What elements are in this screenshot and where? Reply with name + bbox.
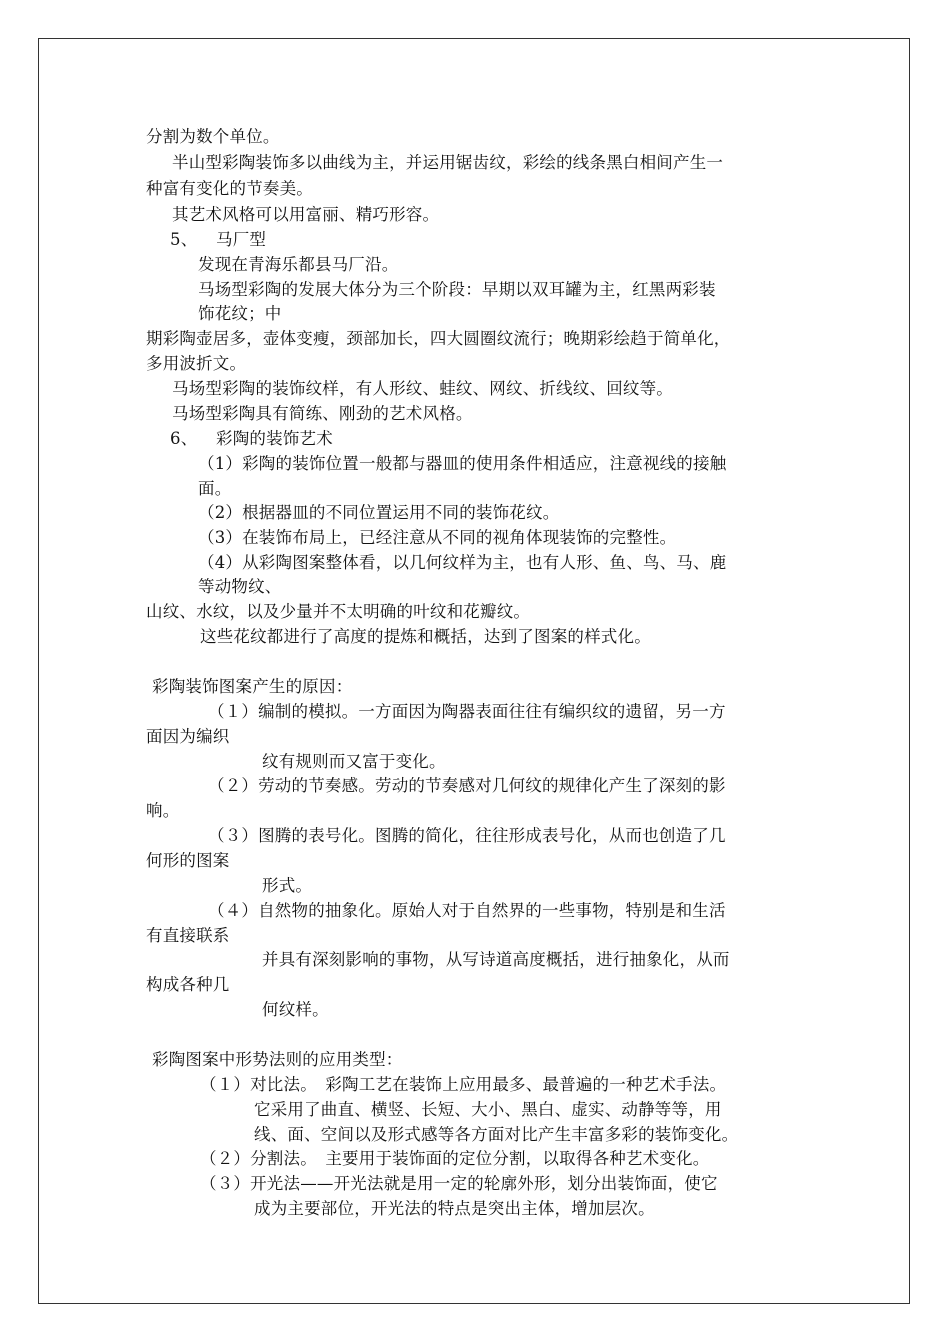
text-line: （1）彩陶的装饰位置一般都与器皿的使用条件相适应，注意视线的接触 [198, 454, 727, 473]
text-line: （3）在装饰布局上，已经注意从不同的视角体现装饰的完整性。 [198, 528, 677, 547]
text-line: 期彩陶壶居多，壶体变瘦，颈部加长，四大圆圈纹流行；晚期彩绘趋于简单化， [146, 329, 731, 348]
text-line: 这些花纹都进行了高度的提炼和概括，达到了图案的样式化。 [200, 627, 651, 646]
section-heading: 马厂型 [216, 230, 267, 249]
text-line: 何形的图案 [146, 851, 230, 870]
text-line: 马场型彩陶的发展大体分为三个阶段：早期以双耳罐为主，红黑两彩装 [198, 280, 716, 299]
text-line: 等动物纹、 [198, 577, 282, 596]
text-line: 多用波折文。 [146, 354, 247, 373]
text-line: 其艺术风格可以用富丽、精巧形容。 [172, 205, 440, 224]
text-line: 何纹样。 [262, 1000, 329, 1019]
text-line: 并具有深刻影响的事物，从写诗道高度概括，进行抽象化，从而 [262, 950, 730, 969]
text-line: 有直接联系 [146, 926, 230, 945]
text-line: （4）从彩陶图案整体看，以几何纹样为主，也有人形、鱼、鸟、马、鹿 [198, 553, 727, 572]
text-line: （2）根据器皿的不同位置运用不同的装饰花纹。 [198, 503, 560, 522]
text-line: 响。 [146, 801, 180, 820]
text-line: 面。 [198, 479, 232, 498]
text-line: （３）图腾的表号化。图腾的简化，往往形成表号化，从而也创造了几 [208, 826, 726, 845]
text-line: （３）开光法——开光法就是用一定的轮廓外形，划分出装饰面，使它 [200, 1174, 718, 1193]
text-line: （１）编制的模拟。一方面因为陶器表面往往有编织纹的遗留，另一方 [208, 702, 726, 721]
text-line: 发现在青海乐都县马厂沿。 [198, 255, 399, 274]
text-line: 线、面、空间以及形式感等各方面对比产生丰富多彩的装饰变化。 [254, 1125, 739, 1144]
section-heading: 彩陶的装饰艺术 [216, 429, 333, 448]
text-line: 半山型彩陶装饰多以曲线为主，并运用锯齿纹，彩绘的线条黑白相间产生一 [172, 153, 724, 172]
text-line: 马场型彩陶的装饰纹样，有人形纹、蛙纹、网纹、折线纹、回纹等。 [172, 379, 673, 398]
text-line: （２）分割法。 主要用于装饰面的定位分割，以取得各种艺术变化。 [200, 1149, 710, 1168]
text-line: 饰花纹；中 [198, 304, 282, 323]
text-line: 构成各种几 [146, 975, 230, 994]
text-line: 形式。 [262, 876, 313, 895]
text-line: 纹有规则而又富于变化。 [262, 752, 446, 771]
text-line: 种富有变化的节奏美。 [146, 179, 313, 198]
text-line: 面因为编织 [146, 727, 230, 746]
text-line: （４）自然物的抽象化。原始人对于自然界的一些事物，特别是和生活 [208, 901, 726, 920]
text-line: 成为主要部位，开光法的特点是突出主体，增加层次。 [254, 1199, 655, 1218]
section-heading: 彩陶装饰图案产生的原因： [152, 677, 353, 696]
text-line: 它采用了曲直、横竖、长短、大小、黑白、虚实、动静等等，用 [254, 1100, 722, 1119]
text-line: （１）对比法。 彩陶工艺在装饰上应用最多、最普遍的一种艺术手法。 [200, 1075, 727, 1094]
text-line: （２）劳动的节奏感。劳动的节奏感对几何纹的规律化产生了深刻的影 [208, 776, 726, 795]
section-number: 5、 [170, 230, 198, 249]
text-line: 马场型彩陶具有简练、刚劲的艺术风格。 [172, 404, 473, 423]
section-number: 6、 [170, 429, 198, 448]
text-line: 山纹、水纹，以及少量并不太明确的叶纹和花瓣纹。 [146, 602, 531, 621]
text-line: 分割为数个单位。 [146, 127, 280, 146]
section-heading: 彩陶图案中形势法则的应用类型： [152, 1050, 403, 1069]
